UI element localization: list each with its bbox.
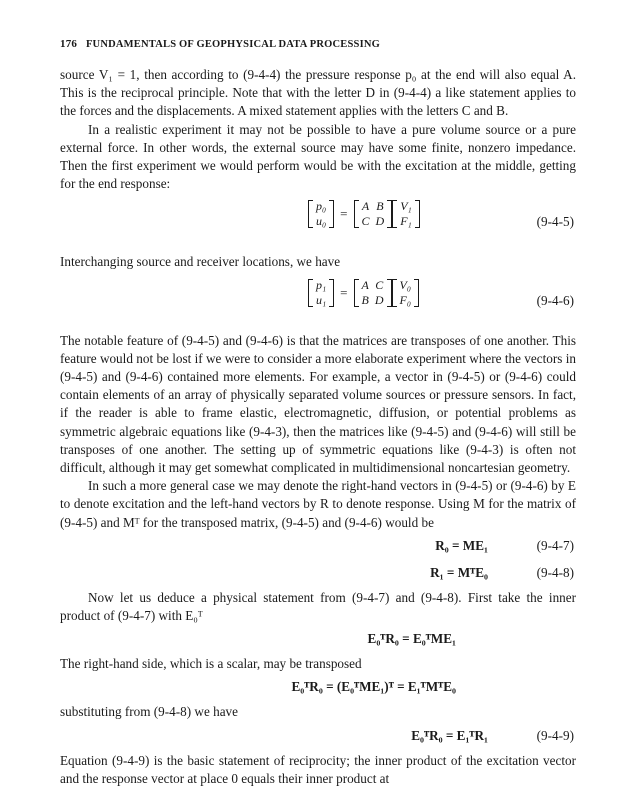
equation-label: (9-4-6) bbox=[536, 292, 574, 308]
paragraph-5: In such a more general case we may denote the right-hand vectors in (9-4-5) or (9-4-6) by E to denote excitation and the left-hand vectors by R to denote response. Using M for the matrix of (9-4-5) and Mᵀ for the transposed matrix, (9-4-5) and (9-4-6) would be bbox=[60, 478, 576, 530]
paragraph-2: In a realistic experiment it may not be possible to have a pure volume source or a pure external force. In other words, the external source may have some finite, nonzero impedance. Then the first experiment we would perform would be with the excitation at the middle, getting for the end response: bbox=[60, 121, 576, 192]
coefficient-matrix bbox=[354, 199, 393, 229]
paragraph-1: source V₁ = 1, then according to (9-4-4) the pressure response p₀ at the end will also equal A. This is the reciprocal principle. Note that with the letter D in (9-4-4) a like statement applies to the forces and the displacements. A mixed statement applies with the letters C and B. bbox=[60, 67, 576, 119]
equation-expression: R₀ = ME₁ bbox=[435, 537, 488, 553]
equation-expression: R₁ = MᵀE₀ bbox=[430, 564, 488, 580]
page-header bbox=[60, 38, 380, 50]
equation-label: (9-4-5) bbox=[536, 214, 574, 230]
equation-expression: E₀ᵀR₀ = E₁ᵀR₁ bbox=[411, 727, 488, 743]
equation-label: (9-4-9) bbox=[536, 727, 574, 743]
vector-element: V₁ bbox=[400, 199, 412, 214]
equation-label: (9-4-7) bbox=[536, 537, 574, 553]
paragraph-4: The notable feature of (9-4-5) and (9-4-6) is that the matrices are transposes of one another. This feature would not be lost if we were to consider a more elaborate experiment where the vectors in (9-4-5) and (9-4-6) contained more elements. For example, a vector in (9-4-5) or (9-4-6) could contain elements of an array of physically separated volume sources or pressure sensors. In fact, if the reader is able to frame elastic, electromagnetic, diffusion, or potential problems as symmetric algebraic equations like (9-4-3), then the matrices like (9-4-5) and (9-4-6) will still be transposes of one another. The setting up of symmetric equations like (9-4-3) is often not difficult, although it may get somewhat complicated in multidimensional noncartesian geometry. bbox=[60, 332, 576, 476]
vector-element: F₁ bbox=[400, 214, 412, 229]
paragraph-8: substituting from (9-4-8) we have bbox=[60, 704, 238, 720]
vector-element: p₁ bbox=[316, 277, 327, 292]
page-number: 176 bbox=[60, 38, 78, 50]
matrix-element: C bbox=[361, 214, 370, 229]
coefficient-matrix bbox=[354, 278, 392, 308]
equation-9-4-9 bbox=[60, 725, 576, 749]
lhs-vector bbox=[308, 278, 334, 308]
matrix-element: B bbox=[361, 292, 369, 307]
equation-9-4-6: p₁ u₁ = A C B D V₀ F₀ (9-4-6) bbox=[60, 278, 576, 328]
vector-element: V₀ bbox=[399, 277, 412, 292]
vector-element: p₀ bbox=[316, 199, 327, 214]
rhs-vector bbox=[392, 278, 420, 308]
equation-label: (9-4-8) bbox=[536, 564, 574, 580]
paragraph-7: The right-hand side, which is a scalar, may be transposed bbox=[60, 656, 362, 672]
running-title: FUNDAMENTALS OF GEOPHYSICAL DATA PROCESSING bbox=[85, 39, 381, 50]
matrix-element: C bbox=[375, 277, 384, 292]
vector-element: F₀ bbox=[399, 292, 412, 307]
rhs-vector bbox=[392, 199, 420, 229]
equation-9-4-7 bbox=[60, 535, 576, 559]
matrix-element: A bbox=[361, 199, 370, 214]
equation-expression: E₀ᵀR₀ = (E₀ᵀME₁)ᵀ = E₁ᵀMᵀE₀ bbox=[291, 679, 456, 695]
equation-9-4-8 bbox=[60, 562, 576, 586]
matrix-element: D bbox=[374, 292, 384, 307]
matrix-element: A bbox=[361, 277, 369, 292]
equation-9-4-5: p₀ u₀ = A B C D V₁ F₁ (9-4-5) bbox=[60, 199, 576, 249]
vector-element: u₁ bbox=[316, 292, 327, 307]
equation-transpose bbox=[60, 676, 576, 700]
equation-inner-product bbox=[60, 628, 576, 652]
matrix-element: D bbox=[375, 214, 385, 229]
paragraph-9: Equation (9-4-9) is the basic statement of reciprocity; the inner product of the excitation vector and the response vector at place 0 equals their inner product at bbox=[60, 752, 576, 786]
equation-expression: E₀ᵀR₀ = E₀ᵀME₁ bbox=[367, 631, 456, 647]
paragraph-6: Now let us deduce a physical statement from (9-4-7) and (9-4-8). First take the inner product of (9-4-7) with E₀ᵀ bbox=[60, 589, 576, 624]
paragraph-3: Interchanging source and receiver locations, we have bbox=[60, 254, 341, 270]
lhs-vector bbox=[308, 199, 334, 229]
page-body bbox=[60, 66, 576, 788]
matrix-element: B bbox=[376, 199, 384, 214]
vector-element: u₀ bbox=[316, 214, 327, 229]
